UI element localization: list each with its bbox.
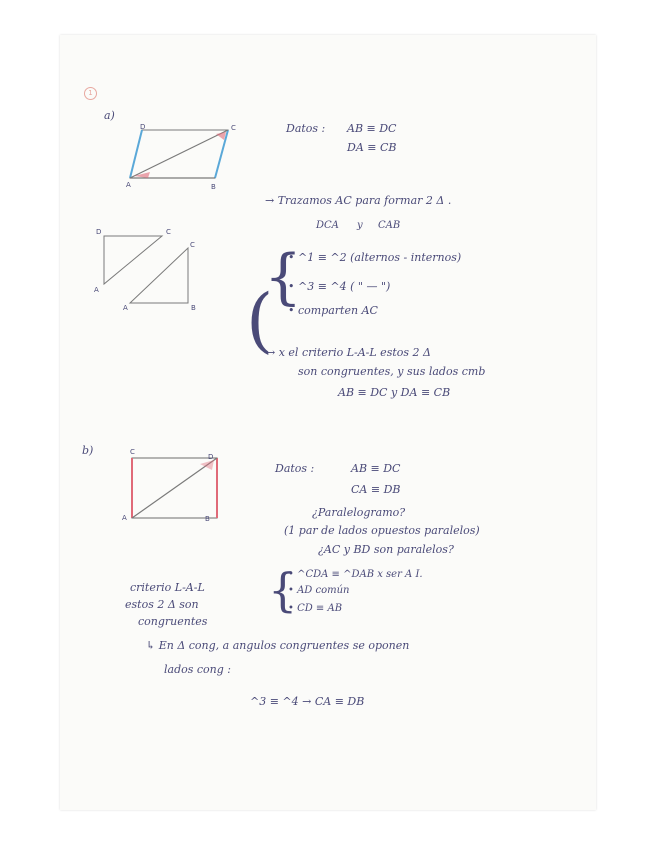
fig2-vertex-a: A [94, 286, 99, 294]
part-b-criterio-line2: estos 2 Δ son [125, 598, 199, 611]
part-b-bullet2: • AD común [288, 585, 350, 596]
part-a-conclusion1: → x el criterio L-A-L estos 2 Δ [266, 346, 431, 359]
part-b-bullet1: • ^CDA ≡ ^DAB x ser A I. [288, 569, 423, 580]
fig1-vertex-d: D [140, 123, 146, 131]
triangle-cab: CAB [378, 220, 401, 231]
fig2-vertex-c: C [166, 228, 171, 236]
part-b-label: b) [82, 444, 94, 457]
part-b-criterio-line3: congruentes [138, 615, 208, 628]
part-b-datos-label: Datos : [275, 462, 315, 475]
figure-b-parallelogram [120, 450, 240, 525]
fig2-vertex-b: B [191, 304, 196, 312]
fig-b-vertex-c: C [130, 448, 135, 456]
fig1-vertex-a: A [126, 181, 131, 189]
part-a-conclusion3: AB ≡ DC y DA ≡ CB [338, 386, 451, 399]
fig2-vertex-d: D [96, 228, 102, 236]
part-b-datos-line2: CA ≡ DB [351, 483, 401, 496]
part-b-question2: (1 par de lados opuestos paralelos) [284, 524, 480, 537]
figure-a-triangles [100, 230, 200, 310]
part-a-conclusion2: son congruentes, y sus lados cmb [298, 365, 486, 378]
part-b-criterio-line1: criterio L-A-L [130, 581, 205, 594]
part-a-datos-label: Datos : [286, 122, 326, 135]
part-a-bullet2: • ^3 ≡ ^4 ( " — ") [288, 280, 391, 293]
brace-part-b: { [268, 563, 298, 617]
fig-b-vertex-d: D [208, 453, 214, 461]
brace-part-a: { [264, 242, 303, 312]
part-a-bullet3: • comparten AC [288, 304, 378, 317]
part-b-question1: ¿Paralelogramo? [312, 506, 406, 519]
fig-b-vertex-b: B [205, 515, 210, 523]
fig-b-vertex-a: A [122, 514, 127, 522]
part-b-bullet3: • CD ≡ AB [288, 603, 343, 614]
part-b-question3: ¿AC y BD son paralelos? [318, 543, 454, 556]
fig2-vertex-c2: C [190, 241, 195, 249]
part-b-datos-line1: AB ≡ DC [351, 462, 401, 475]
part-b-final: ^3 ≡ ^4 → CA ≡ DB [250, 695, 365, 708]
part-a-datos-line1: AB ≡ DC [347, 122, 397, 135]
part-b-en-line1: ↳ En Δ cong, a angulos congruentes se oponen [146, 639, 410, 652]
notebook-page [60, 35, 596, 810]
part-a-step-trazamos: → Trazamos AC para formar 2 Δ . [265, 194, 452, 207]
part-b-en-line2: lados cong : [164, 663, 231, 676]
exercise-number: 1 [84, 87, 97, 100]
fig1-vertex-c: C [231, 124, 236, 132]
part-a-datos-line2: DA ≡ CB [347, 141, 397, 154]
fig2-vertex-a2: A [123, 304, 128, 312]
part-a-bullet1: • ^1 ≡ ^2 (alternos - internos) [288, 251, 462, 264]
triangle-dca: DCA [316, 220, 339, 231]
triangle-and: y [357, 220, 363, 231]
part-a-label: a) [104, 109, 115, 122]
figure-a-parallelogram [120, 120, 240, 190]
fig1-vertex-b: B [211, 183, 216, 191]
paren-part-a: ( [246, 279, 274, 361]
